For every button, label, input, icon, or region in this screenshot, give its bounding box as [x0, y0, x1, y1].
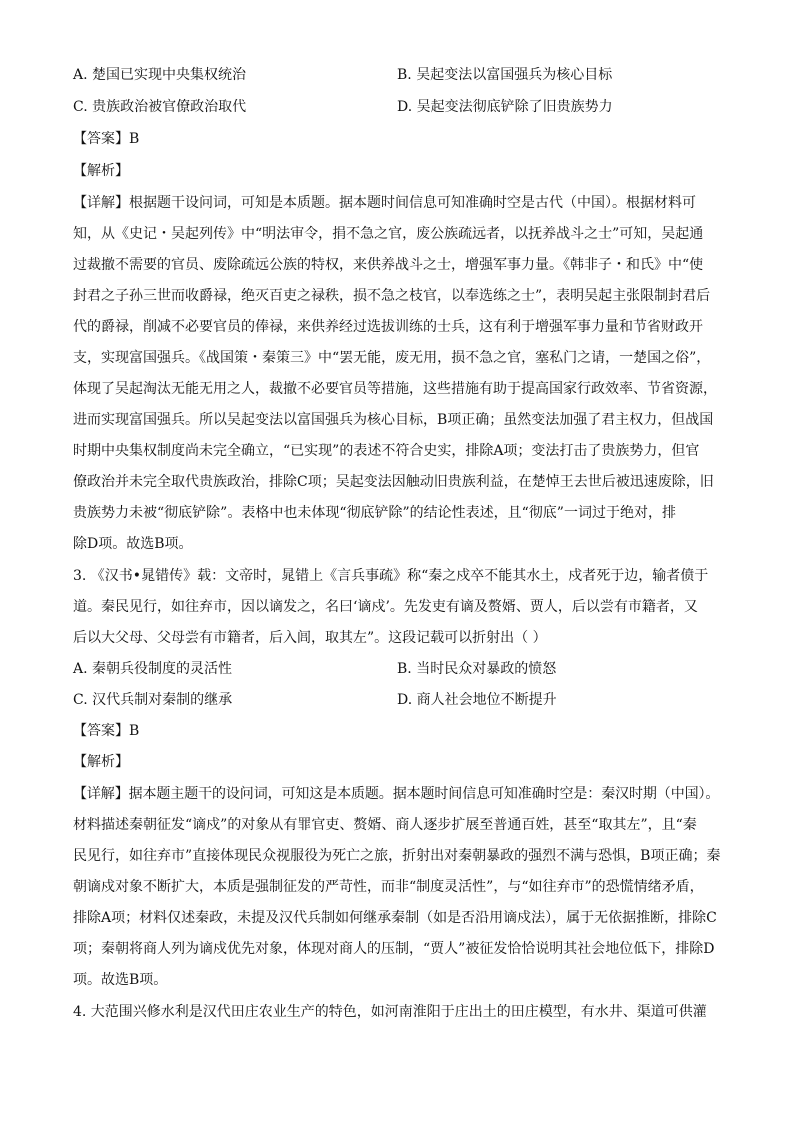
- q2-analysis-label: 【解析】: [73, 163, 129, 179]
- q3-option-c: C. 汉代兵制对秦制的继承: [73, 692, 233, 708]
- q3-option-d: D. 商人社会地位不断提升: [397, 692, 557, 708]
- q2-option-b: B. 吴起变法以富国强兵为核心目标: [397, 67, 613, 83]
- q3-option-a: A. 秦朝兵役制度的灵活性: [73, 661, 233, 677]
- q3-stem-line: 3. 《汉书•晁错传》载：文帝时，晁错上《言兵事疏》称“秦之戍卒不能其水土，戍者死于边，输者偾于: [73, 568, 709, 584]
- q2-option-a: A. 楚国已实现中央集权统治: [73, 67, 247, 83]
- q2-detail-line: 除D项。故选B项。: [73, 536, 193, 552]
- q3-stem-line: 后以大父母、父母尝有市籍者，后入闾，取其左”。这段记载可以折射出（ ）: [73, 630, 547, 646]
- q2-detail-line: 贵族势力未被“彻底铲除”。表格中也未体现“彻底铲除”的结论性表述，且“彻底”一词过于绝对，排: [73, 505, 676, 521]
- q2-detail-line: 过裁撤不需要的官员、废除疏远公族的特权，来供养战斗之士，增强军事力量。《韩非子・和氏》中“使: [73, 257, 704, 273]
- q3-detail-line: 排除A项；材料仅述秦政，未提及汉代兵制如何继承秦制（如是否沿用谪戍法），属于无依据推断，排除C: [73, 910, 717, 926]
- q4-stem-line: 4. 大范围兴修水利是汉代田庄农业生产的特色，如河南淮阳于庄出土的田庄模型，有水井、渠道可供灌: [73, 1004, 707, 1020]
- q2-detail-line: 代的爵禄，削减不必要官员的俸禄，来供养经过选拔训练的士兵，这有利于增强军事力量和节省财政开: [73, 319, 703, 335]
- q3-option-b: B. 当时民众对暴政的愤怒: [397, 661, 557, 677]
- q2-detail-line: 时期中央集权制度尚未完全确立，“已实现”的表述不符合史实，排除A项；变法打击了贵族势力，但官: [73, 443, 700, 459]
- q2-detail-line: 支，实现富国强兵。《战国策・秦策三》中“罢无能，废无用，损不急之官，塞私门之请，一楚国之俗”，: [73, 350, 711, 366]
- q2-answer: 【答案】B: [73, 131, 140, 147]
- q2-detail-line: 【详解】根据题干设问词，可知是本质题。据本题时间信息可知准确时空是古代（中国）。根据材料可: [73, 195, 696, 211]
- q2-detail-line: 进而实现富国强兵。所以吴起变法以富国强兵为核心目标，B项正确；虽然变法加强了君主权力，但战国: [73, 412, 714, 428]
- q3-detail-line: 项。故选B项。: [73, 972, 168, 988]
- q2-detail-line: 知，从《史记・吴起列传》中“明法审令，捐不急之官，废公族疏远者，以抚养战斗之士”可知，吴起通: [73, 226, 704, 242]
- q2-option-d: D. 吴起变法彻底铲除了旧贵族势力: [397, 99, 613, 115]
- q3-detail-line: 项；秦朝将商人列为谪戍优先对象，体现对商人的压制，“贾人”被征发恰恰说明其社会地位低下，排除D: [73, 941, 715, 957]
- q3-answer: 【答案】B: [73, 723, 140, 739]
- q2-detail-line: 僚政治并未完全取代贵族政治，排除C项；吴起变法因触动旧贵族利益，在楚悼王去世后被迅速废除，旧: [73, 474, 714, 490]
- q2-option-c: C. 贵族政治被官僚政治取代: [73, 99, 247, 115]
- q3-detail-line: 【详解】据本题主题干的设问词，可知这是本质题。据本题时间信息可知准确时空是：秦汉时期（中国）。: [73, 786, 720, 802]
- q2-detail-line: 封君之子孙三世而收爵禄，绝灭百吏之禄秩，损不急之枝官，以奉选练之士”，表明吴起主张限制封君后: [73, 288, 711, 304]
- q3-stem-line: 道。秦民见行，如往弃市，因以谪发之，名曰‘谪戍’。先发吏有谪及赘婿、贾人，后以尝有市籍者，又: [73, 599, 698, 615]
- q3-analysis-label: 【解析】: [73, 754, 129, 770]
- q2-detail-line: 体现了吴起淘汰无能无用之人，裁撤不必要官员等措施，这些措施有助于提高国家行政效率、节省资源，: [73, 381, 717, 397]
- q3-detail-line: 材料描述秦朝征发“谪戍”的对象从有罪官吏、赘婿、商人逐步扩展至普通百姓，甚至“取其左”，且“秦: [73, 817, 697, 833]
- q3-detail-line: 民见行，如往弃市”直接体现民众视服役为死亡之旅，折射出对秦朝暴政的强烈不满与恐惧，B项正确；秦: [73, 848, 721, 864]
- q3-detail-line: 朝谪戍对象不断扩大，本质是强制征发的严苛性，而非“制度灵活性”，与“如往弃市”的恐慌情绪矛盾，: [73, 879, 704, 895]
